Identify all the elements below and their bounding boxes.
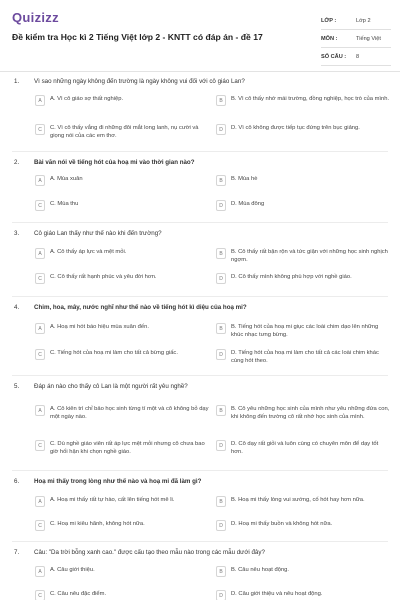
option-text: B. Mùa hè: [231, 176, 258, 182]
option-letter-box: A: [35, 95, 45, 106]
quizizz-logo: Quizizz: [12, 10, 59, 25]
option-letter-box: C: [35, 124, 45, 135]
question-text: Đáp án nào cho thấy cô Lan là một người rất yêu nghề?: [34, 383, 188, 390]
question-divider: [12, 151, 388, 152]
option-a[interactable]: [35, 566, 210, 577]
option-a[interactable]: [35, 405, 210, 422]
option-text: D. Cô dạy rất giỏi và luôn cùng có chuyên môn để dạy tốt hơn.: [231, 441, 379, 455]
option-text: B. Câu nêu hoạt động.: [231, 567, 290, 573]
option-letter-box: D: [216, 124, 226, 135]
question-text: Cô giáo Lan thấy như thế nào khi đến trường?: [34, 230, 162, 237]
question-number: 5.: [14, 383, 20, 390]
meta-row-subject: [321, 30, 391, 48]
meta-label: LỚP :: [321, 17, 337, 24]
page-title: Đề kiểm tra Học kì 2 Tiếng Việt lớp 2 - KNTT có đáp án - đề 17: [12, 32, 263, 42]
option-d[interactable]: [216, 349, 391, 366]
option-b[interactable]: [216, 496, 391, 507]
option-text: A. Mùa xuân: [50, 176, 83, 182]
option-letter-box: D: [216, 590, 226, 600]
option-b[interactable]: [216, 175, 391, 186]
meta-table: [321, 12, 391, 66]
question-divider: [12, 222, 388, 223]
option-letter-box: A: [35, 496, 45, 507]
option-text: C. Hoạ mi kiêu hãnh, không hót nữa.: [50, 521, 145, 527]
option-letter-box: B: [216, 496, 226, 507]
option-letter-box: D: [216, 273, 226, 284]
option-b[interactable]: [216, 95, 391, 106]
question-number: 1.: [14, 78, 20, 85]
option-text: D. Mùa đông: [231, 201, 265, 207]
question-text: Chim, hoa, mây, nước nghĩ như thế nào về tiếng hót kì diệu của hoạ mi?: [34, 304, 247, 311]
option-b[interactable]: [216, 323, 391, 340]
meta-row-class: [321, 12, 391, 30]
option-b[interactable]: [216, 566, 391, 577]
option-text: A. Hoạ mi hót báo hiệu mùa xuân đến.: [50, 324, 149, 330]
question-divider: [12, 470, 388, 471]
question-line: [14, 549, 394, 556]
option-c[interactable]: [35, 200, 210, 211]
option-text: C. Cô thấy rất hạnh phúc và yêu đời hơn.: [50, 274, 157, 280]
option-letter-box: D: [216, 349, 226, 360]
option-text: B. Vì cô thấy nhớ mái trường, đồng nghiệp, học trò của mình.: [231, 96, 390, 102]
option-c[interactable]: [35, 349, 210, 360]
question-divider: [12, 541, 388, 542]
question-line: [14, 230, 394, 237]
question-line: [14, 78, 394, 85]
option-letter-box: A: [35, 323, 45, 334]
question-number: 3.: [14, 230, 20, 237]
question-divider: [12, 375, 388, 376]
option-text: D. Vì cô không được tiếp tục đứng trên bục giảng.: [231, 125, 360, 131]
question-1: [0, 78, 400, 148]
option-letter-box: B: [216, 566, 226, 577]
question-7: [0, 549, 400, 600]
question-text: Hoạ mi thấy trong lòng như thế nào và hoạ mi đã làm gì?: [34, 478, 202, 485]
question-text: Câu: "Da trời bỗng xanh cao." được cấu tạo theo mẫu nào trong các mẫu dưới đây?: [34, 549, 265, 556]
option-a[interactable]: [35, 175, 210, 186]
option-letter-box: B: [216, 323, 226, 334]
meta-value: 8: [356, 53, 360, 60]
option-a[interactable]: [35, 496, 210, 507]
question-line: [14, 159, 394, 166]
option-letter-box: C: [35, 520, 45, 531]
option-letter-box: B: [216, 95, 226, 106]
option-letter-box: A: [35, 175, 45, 186]
option-letter-box: A: [35, 248, 45, 259]
option-text: C. Vì cô thấy vắng đi những đôi mắt long lanh, nụ cười và giọng nói của các em thơ.: [50, 125, 199, 139]
option-c[interactable]: [35, 273, 210, 284]
option-d[interactable]: [216, 124, 391, 135]
option-letter-box: A: [35, 566, 45, 577]
option-c[interactable]: [35, 440, 210, 457]
meta-label: MÔN :: [321, 35, 338, 42]
question-3: [0, 230, 400, 300]
option-text: A. Câu giới thiệu.: [50, 567, 95, 573]
option-d[interactable]: [216, 520, 391, 531]
option-c[interactable]: [35, 124, 210, 141]
option-letter-box: C: [35, 200, 45, 211]
option-letter-box: B: [216, 248, 226, 259]
option-text: C. Tiếng hót của hoạ mi làm cho tất cả bừng giấc.: [50, 350, 178, 356]
option-text: D. Hoạ mi thấy buồn và không hót nữa.: [231, 521, 333, 527]
option-text: A. Hoạ mi thấy rất tự hào, cất lên tiếng hót mê li.: [50, 497, 175, 503]
option-a[interactable]: [35, 248, 210, 259]
option-d[interactable]: [216, 440, 391, 457]
option-text: C. Câu nêu đặc điểm.: [50, 591, 107, 597]
option-text: B. Tiếng hót của hoạ mi giục các loài chim dạo lên những khúc nhạc tưng bừng.: [231, 324, 379, 338]
option-letter-box: C: [35, 349, 45, 360]
option-text: B. Cô thấy rất bận rộn và tức giận với những học sinh nghịch ngợm.: [231, 249, 388, 263]
option-letter-box: D: [216, 200, 226, 211]
option-letter-box: C: [35, 440, 45, 451]
option-letter-box: C: [35, 273, 45, 284]
meta-value: Lớp 2: [356, 17, 371, 24]
option-text: C. Mùa thu: [50, 201, 79, 207]
option-letter-box: B: [216, 175, 226, 186]
option-b[interactable]: [216, 248, 391, 265]
option-c[interactable]: [35, 590, 210, 600]
question-number: 2.: [14, 159, 20, 166]
question-line: [14, 383, 394, 390]
question-4: [0, 304, 400, 374]
question-number: 7.: [14, 549, 20, 556]
question-number: 4.: [14, 304, 20, 311]
question-5: [0, 383, 400, 453]
option-text: D. Tiếng hót của hoạ mi làm cho tất cả các loài chim khác cùng hót theo.: [231, 350, 379, 364]
option-text: A. Vì cô giáo sợ thất nghiệp.: [50, 96, 124, 102]
option-text: D. Cô thấy mình không phù hợp với nghề giáo.: [231, 274, 352, 280]
option-text: C. Dù nghề giáo viên rất áp lực mệt mỏi nhưng cô chưa bao giờ hối hận khi chọn nghề giáo.: [50, 441, 205, 455]
question-text: Bài văn nói về tiếng hót của hoạ mi vào thời gian nào?: [34, 159, 195, 166]
option-d[interactable]: [216, 273, 391, 284]
meta-label: SỐ CÂU :: [321, 53, 347, 60]
option-a[interactable]: [35, 323, 210, 334]
question-line: [14, 478, 394, 485]
option-letter-box: D: [216, 440, 226, 451]
question-2: [0, 159, 400, 229]
meta-value: Tiếng Việt: [356, 35, 381, 42]
option-letter-box: C: [35, 590, 45, 600]
option-d[interactable]: [216, 200, 391, 211]
option-c[interactable]: [35, 520, 210, 531]
option-letter-box: B: [216, 405, 226, 416]
question-6: [0, 478, 400, 548]
option-d[interactable]: [216, 590, 391, 600]
worksheet-header: [0, 0, 400, 72]
option-a[interactable]: [35, 95, 210, 106]
option-text: B. Cô yêu những học sinh của mình như yêu những đứa con, khi không đến trường cô rất nhớ học sinh của mình.: [231, 406, 390, 420]
option-letter-box: D: [216, 520, 226, 531]
question-line: [14, 304, 394, 311]
meta-row-count: [321, 48, 391, 66]
question-number: 6.: [14, 478, 20, 485]
option-text: A. Cô kiên trì chỉ bảo học sinh từng tí một và cô không bỏ dạy một ngày nào.: [50, 406, 209, 420]
option-letter-box: A: [35, 405, 45, 416]
option-text: A. Cô thấy áp lực và mệt mỏi.: [50, 249, 127, 255]
question-text: Vì sao những ngày không đến trường là ngày không vui đối với cô giáo Lan?: [34, 78, 245, 85]
option-b[interactable]: [216, 405, 391, 422]
question-divider: [12, 296, 388, 297]
option-text: D. Câu giới thiệu và nêu hoạt động.: [231, 591, 323, 597]
option-text: B. Hoạ mi thấy lòng vui sướng, cố hót hay hơn nữa.: [231, 497, 365, 503]
